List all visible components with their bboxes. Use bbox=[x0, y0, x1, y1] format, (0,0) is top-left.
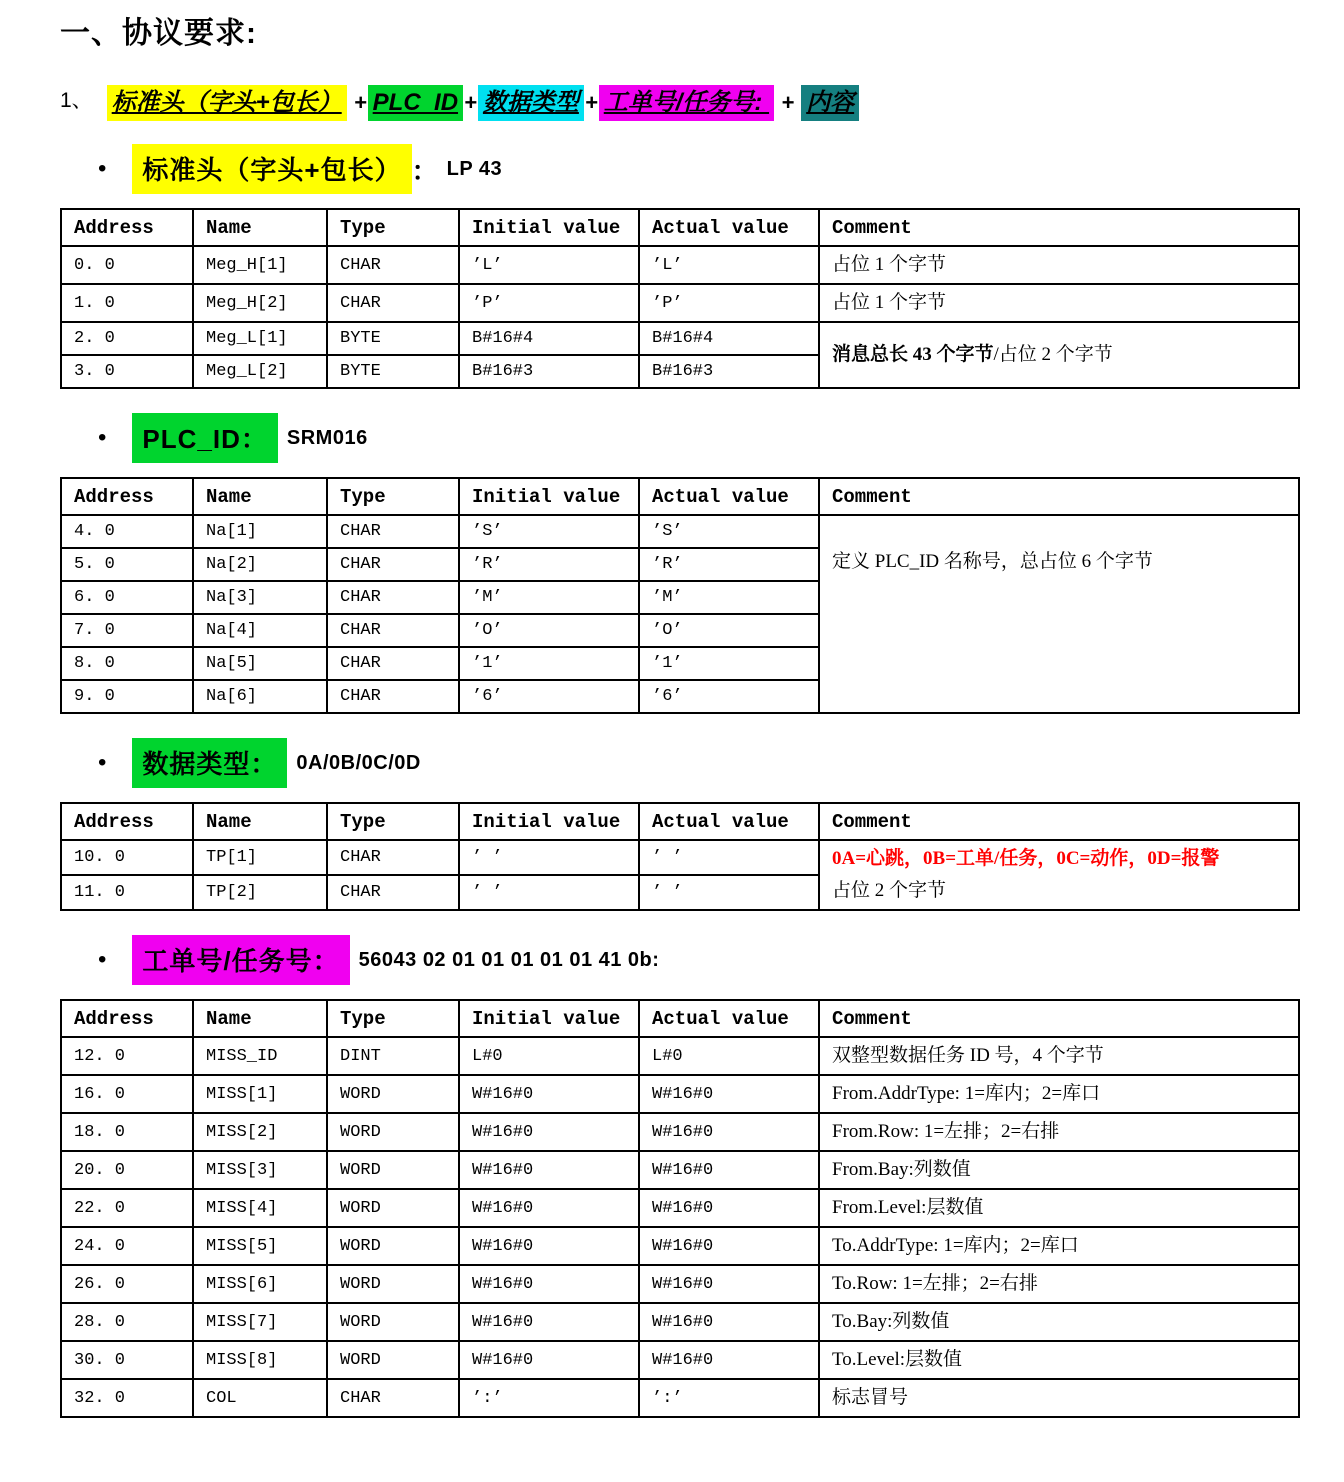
column-header: Initial value bbox=[459, 478, 639, 515]
comment-cell bbox=[819, 1227, 1299, 1265]
table-cell: ’S’ bbox=[459, 515, 639, 548]
comment-cell bbox=[819, 840, 1299, 910]
column-header: Name bbox=[193, 209, 327, 246]
table-row bbox=[61, 1265, 1299, 1303]
protocol-section bbox=[60, 413, 1304, 714]
comment-cell bbox=[819, 322, 1299, 388]
comment-line bbox=[832, 1192, 1292, 1224]
table-cell: W#16#0 bbox=[459, 1227, 639, 1265]
formula-plus-separator: + bbox=[464, 89, 477, 115]
field-table bbox=[60, 802, 1300, 911]
table-cell: MISS[4] bbox=[193, 1189, 327, 1227]
table-cell: TP[1] bbox=[193, 840, 327, 875]
comment-cell bbox=[819, 1379, 1299, 1417]
column-header: Address bbox=[61, 478, 193, 515]
table-cell: Na[2] bbox=[193, 548, 327, 581]
comment-text: 标志冒号 bbox=[832, 1387, 909, 1408]
comment-text: To.Row: 1=左排；2=右排 bbox=[832, 1273, 1038, 1294]
table-cell: L#0 bbox=[459, 1037, 639, 1075]
table-cell: ’:’ bbox=[639, 1379, 819, 1417]
table-cell: B#16#4 bbox=[459, 322, 639, 355]
table-row bbox=[61, 1379, 1299, 1417]
table-cell: CHAR bbox=[327, 840, 459, 875]
formula-segments bbox=[107, 82, 859, 117]
table-cell: W#16#0 bbox=[639, 1265, 819, 1303]
table-cell: 30. 0 bbox=[61, 1341, 193, 1379]
table-cell: 3. 0 bbox=[61, 355, 193, 388]
table-cell: B#16#3 bbox=[459, 355, 639, 388]
column-header: Type bbox=[327, 1000, 459, 1037]
table-cell: L#0 bbox=[639, 1037, 819, 1075]
table-cell: ’R’ bbox=[639, 548, 819, 581]
table-cell: CHAR bbox=[327, 647, 459, 680]
table-cell: ’ ’ bbox=[639, 840, 819, 875]
table-cell: CHAR bbox=[327, 581, 459, 614]
protocol-sections bbox=[60, 144, 1304, 1418]
table-cell: ’1’ bbox=[459, 647, 639, 680]
formula-highlight-segment: 数据类型 bbox=[478, 85, 584, 121]
column-header: Comment bbox=[819, 209, 1299, 246]
table-cell: 7. 0 bbox=[61, 614, 193, 647]
table-header-row bbox=[61, 478, 1299, 515]
table-cell: CHAR bbox=[327, 680, 459, 713]
comment-line bbox=[832, 287, 1292, 319]
comment-line bbox=[832, 249, 1292, 281]
bullet-icon: • bbox=[98, 155, 107, 182]
table-cell: ’L’ bbox=[639, 246, 819, 284]
comment-cell bbox=[819, 515, 1299, 713]
comment-cell bbox=[819, 1189, 1299, 1227]
table-header-row bbox=[61, 1000, 1299, 1037]
table-cell: BYTE bbox=[327, 355, 459, 388]
comment-text: From.AddrType: 1=库内；2=库口 bbox=[832, 1083, 1101, 1104]
table-cell: W#16#0 bbox=[639, 1113, 819, 1151]
bullet-item bbox=[98, 935, 1304, 985]
protocol-section bbox=[60, 935, 1304, 1418]
table-cell: ’P’ bbox=[639, 284, 819, 322]
bullet-item bbox=[98, 413, 1304, 463]
table-cell: Meg_L[2] bbox=[193, 355, 327, 388]
table-cell: 12. 0 bbox=[61, 1037, 193, 1075]
table-row bbox=[61, 1303, 1299, 1341]
table-cell: ’ ’ bbox=[639, 875, 819, 910]
table-row bbox=[61, 284, 1299, 322]
field-table bbox=[60, 999, 1300, 1418]
field-table bbox=[60, 477, 1300, 714]
column-header: Type bbox=[327, 209, 459, 246]
table-cell: BYTE bbox=[327, 322, 459, 355]
column-header: Address bbox=[61, 209, 193, 246]
column-header: Address bbox=[61, 803, 193, 840]
bullet-value: SRM016 bbox=[286, 426, 368, 449]
table-cell: WORD bbox=[327, 1113, 459, 1151]
comment-line bbox=[832, 1154, 1292, 1186]
formula-plus-separator: + bbox=[347, 89, 367, 115]
bullet-value: 0A/0B/0C/0D bbox=[296, 751, 421, 774]
table-row bbox=[61, 1075, 1299, 1113]
table-cell: WORD bbox=[327, 1075, 459, 1113]
table-cell: 26. 0 bbox=[61, 1265, 193, 1303]
table-cell: 20. 0 bbox=[61, 1151, 193, 1189]
bullet-item bbox=[98, 738, 1304, 788]
comment-text: 占位 1 个字节 bbox=[832, 292, 947, 313]
comment-text: 消息总长 43 个字节 bbox=[832, 344, 994, 365]
table-cell: Meg_L[1] bbox=[193, 322, 327, 355]
table-cell: ’ ’ bbox=[459, 875, 639, 910]
formula-highlight-segment: 内容 bbox=[801, 85, 859, 121]
comment-text: To.AddrType: 1=库内；2=库口 bbox=[832, 1235, 1079, 1256]
table-cell: Na[6] bbox=[193, 680, 327, 713]
table-cell: ’S’ bbox=[639, 515, 819, 548]
protocol-formula-line bbox=[60, 78, 1304, 120]
table-row bbox=[61, 515, 1299, 548]
comment-text: From.Bay:列数值 bbox=[832, 1159, 971, 1180]
table-cell: MISS[3] bbox=[193, 1151, 327, 1189]
comment-line bbox=[832, 339, 1292, 371]
comment-cell bbox=[819, 1113, 1299, 1151]
table-cell: W#16#0 bbox=[459, 1303, 639, 1341]
table-cell: MISS[2] bbox=[193, 1113, 327, 1151]
table-cell: ’R’ bbox=[459, 548, 639, 581]
table-cell: CHAR bbox=[327, 284, 459, 322]
table-cell: 32. 0 bbox=[61, 1379, 193, 1417]
bullet-label: 标准头（字头+包长） bbox=[132, 144, 411, 194]
table-cell: ’6’ bbox=[639, 680, 819, 713]
table-cell: 16. 0 bbox=[61, 1075, 193, 1113]
comment-text: 占位 2 个字节 bbox=[832, 880, 947, 901]
bullet-separator: ： bbox=[411, 155, 438, 186]
table-cell: ’ ’ bbox=[459, 840, 639, 875]
table-header-row bbox=[61, 803, 1299, 840]
table-cell: W#16#0 bbox=[639, 1227, 819, 1265]
table-row bbox=[61, 1227, 1299, 1265]
table-cell: DINT bbox=[327, 1037, 459, 1075]
table-cell: W#16#0 bbox=[459, 1113, 639, 1151]
table-cell: W#16#0 bbox=[459, 1341, 639, 1379]
column-header: Actual value bbox=[639, 803, 819, 840]
table-cell: W#16#0 bbox=[459, 1151, 639, 1189]
table-cell: 4. 0 bbox=[61, 515, 193, 548]
comment-cell bbox=[819, 284, 1299, 322]
comment-cell bbox=[819, 1151, 1299, 1189]
comment-text: To.Bay:列数值 bbox=[832, 1311, 950, 1332]
table-cell: ’M’ bbox=[639, 581, 819, 614]
comment-text: From.Level:层数值 bbox=[832, 1197, 984, 1218]
table-cell: WORD bbox=[327, 1265, 459, 1303]
table-cell: B#16#3 bbox=[639, 355, 819, 388]
table-cell: 8. 0 bbox=[61, 647, 193, 680]
table-cell: CHAR bbox=[327, 246, 459, 284]
column-header: Actual value bbox=[639, 1000, 819, 1037]
comment-line bbox=[832, 1344, 1292, 1376]
table-row bbox=[61, 1341, 1299, 1379]
table-cell: W#16#0 bbox=[639, 1075, 819, 1113]
table-row bbox=[61, 1113, 1299, 1151]
table-cell: W#16#0 bbox=[459, 1189, 639, 1227]
comment-line bbox=[832, 546, 1292, 578]
comment-cell bbox=[819, 1037, 1299, 1075]
table-cell: MISS[8] bbox=[193, 1341, 327, 1379]
table-cell: MISS[5] bbox=[193, 1227, 327, 1265]
table-cell: 6. 0 bbox=[61, 581, 193, 614]
table-cell: MISS[7] bbox=[193, 1303, 327, 1341]
comment-line bbox=[832, 1078, 1292, 1110]
protocol-section bbox=[60, 738, 1304, 911]
comment-text: From.Row: 1=左排；2=右排 bbox=[832, 1121, 1060, 1142]
table-cell: 10. 0 bbox=[61, 840, 193, 875]
table-cell: ’O’ bbox=[459, 614, 639, 647]
table-cell: Na[3] bbox=[193, 581, 327, 614]
table-cell: 0. 0 bbox=[61, 246, 193, 284]
table-cell: WORD bbox=[327, 1189, 459, 1227]
protocol-section bbox=[60, 144, 1304, 389]
column-header: Comment bbox=[819, 478, 1299, 515]
comment-text: 双整型数据任务 ID 号，4 个字节 bbox=[832, 1045, 1104, 1066]
table-cell: ’L’ bbox=[459, 246, 639, 284]
comment-cell bbox=[819, 1341, 1299, 1379]
table-row bbox=[61, 246, 1299, 284]
bullet-icon: • bbox=[98, 946, 107, 973]
comment-text: To.Level:层数值 bbox=[832, 1349, 963, 1370]
comment-cell bbox=[819, 246, 1299, 284]
table-cell: COL bbox=[193, 1379, 327, 1417]
table-cell: B#16#4 bbox=[639, 322, 819, 355]
table-cell: 9. 0 bbox=[61, 680, 193, 713]
table-cell: W#16#0 bbox=[639, 1151, 819, 1189]
table-cell: ’:’ bbox=[459, 1379, 639, 1417]
comment-line bbox=[832, 875, 1292, 907]
bullet-label: 工单号/任务号： bbox=[132, 935, 349, 985]
comment-cell bbox=[819, 1303, 1299, 1341]
column-header: Address bbox=[61, 1000, 193, 1037]
comment-text: 0A=心跳，0B=工单/任务，0C=动作，0D=报警 bbox=[832, 848, 1220, 869]
table-cell: ’M’ bbox=[459, 581, 639, 614]
formula-highlight-segment: PLC_ID bbox=[368, 85, 463, 121]
table-cell: W#16#0 bbox=[639, 1189, 819, 1227]
table-cell: Na[1] bbox=[193, 515, 327, 548]
table-cell: ’O’ bbox=[639, 614, 819, 647]
table-cell: CHAR bbox=[327, 875, 459, 910]
table-cell: CHAR bbox=[327, 1379, 459, 1417]
comment-text: /占位 2 个字节 bbox=[993, 344, 1113, 365]
table-cell: WORD bbox=[327, 1341, 459, 1379]
comment-text: 定义 PLC_ID 名称号，总占位 6 个字节 bbox=[832, 551, 1153, 572]
table-row bbox=[61, 322, 1299, 355]
comment-line bbox=[832, 1382, 1292, 1414]
table-row bbox=[61, 1151, 1299, 1189]
column-header: Name bbox=[193, 803, 327, 840]
column-header: Comment bbox=[819, 803, 1299, 840]
column-header: Type bbox=[327, 803, 459, 840]
comment-line bbox=[832, 1230, 1292, 1262]
table-row bbox=[61, 840, 1299, 875]
table-cell: CHAR bbox=[327, 548, 459, 581]
comment-line bbox=[832, 1268, 1292, 1300]
table-cell: 24. 0 bbox=[61, 1227, 193, 1265]
formula-highlight-segment: 工单号/任务号: bbox=[599, 85, 774, 121]
table-cell: 18. 0 bbox=[61, 1113, 193, 1151]
column-header: Initial value bbox=[459, 1000, 639, 1037]
table-cell: 22. 0 bbox=[61, 1189, 193, 1227]
table-cell: 5. 0 bbox=[61, 548, 193, 581]
table-cell: W#16#0 bbox=[639, 1303, 819, 1341]
table-cell: WORD bbox=[327, 1227, 459, 1265]
table-cell: Meg_H[1] bbox=[193, 246, 327, 284]
bullet-label: PLC_ID： bbox=[132, 413, 277, 463]
comment-line bbox=[832, 1040, 1292, 1072]
table-cell: WORD bbox=[327, 1303, 459, 1341]
table-cell: 11. 0 bbox=[61, 875, 193, 910]
table-cell: WORD bbox=[327, 1151, 459, 1189]
table-cell: Na[4] bbox=[193, 614, 327, 647]
column-header: Actual value bbox=[639, 478, 819, 515]
table-cell: 1. 0 bbox=[61, 284, 193, 322]
bullet-value: 56043 02 01 01 01 01 01 41 0b: bbox=[358, 948, 660, 971]
table-cell: ’6’ bbox=[459, 680, 639, 713]
formula-highlight-segment: 标准头（字头+包长） bbox=[107, 85, 347, 121]
table-cell: ’P’ bbox=[459, 284, 639, 322]
field-table bbox=[60, 208, 1300, 389]
formula-plus-separator: + bbox=[775, 89, 801, 115]
table-row bbox=[61, 1037, 1299, 1075]
table-header-row bbox=[61, 209, 1299, 246]
table-cell: Na[5] bbox=[193, 647, 327, 680]
column-header: Initial value bbox=[459, 803, 639, 840]
list-number: 1、 bbox=[60, 89, 93, 112]
comment-line bbox=[832, 1306, 1292, 1338]
comment-cell bbox=[819, 1075, 1299, 1113]
table-cell: TP[2] bbox=[193, 875, 327, 910]
comment-cell bbox=[819, 1265, 1299, 1303]
comment-line bbox=[832, 843, 1292, 875]
table-cell: MISS_ID bbox=[193, 1037, 327, 1075]
table-cell: ’1’ bbox=[639, 647, 819, 680]
bullet-item bbox=[98, 144, 1304, 194]
table-cell: W#16#0 bbox=[459, 1075, 639, 1113]
column-header: Actual value bbox=[639, 209, 819, 246]
table-cell: Meg_H[2] bbox=[193, 284, 327, 322]
column-header: Type bbox=[327, 478, 459, 515]
formula-plus-separator: + bbox=[584, 89, 598, 115]
column-header: Initial value bbox=[459, 209, 639, 246]
table-cell: CHAR bbox=[327, 515, 459, 548]
comment-text: 占位 1 个字节 bbox=[832, 254, 947, 275]
table-cell: 28. 0 bbox=[61, 1303, 193, 1341]
table-cell: W#16#0 bbox=[639, 1341, 819, 1379]
table-row bbox=[61, 1189, 1299, 1227]
bullet-label: 数据类型： bbox=[132, 738, 287, 788]
table-cell: CHAR bbox=[327, 614, 459, 647]
column-header: Name bbox=[193, 1000, 327, 1037]
bullet-value: LP 43 bbox=[446, 157, 503, 180]
bullet-icon: • bbox=[98, 749, 107, 776]
table-cell: 2. 0 bbox=[61, 322, 193, 355]
table-cell: MISS[6] bbox=[193, 1265, 327, 1303]
bullet-icon: • bbox=[98, 424, 107, 451]
column-header: Name bbox=[193, 478, 327, 515]
table-cell: W#16#0 bbox=[459, 1265, 639, 1303]
column-header: Comment bbox=[819, 1000, 1299, 1037]
table-cell: MISS[1] bbox=[193, 1075, 327, 1113]
section-heading: 一、协议要求: bbox=[60, 17, 257, 50]
comment-line bbox=[832, 1116, 1292, 1148]
